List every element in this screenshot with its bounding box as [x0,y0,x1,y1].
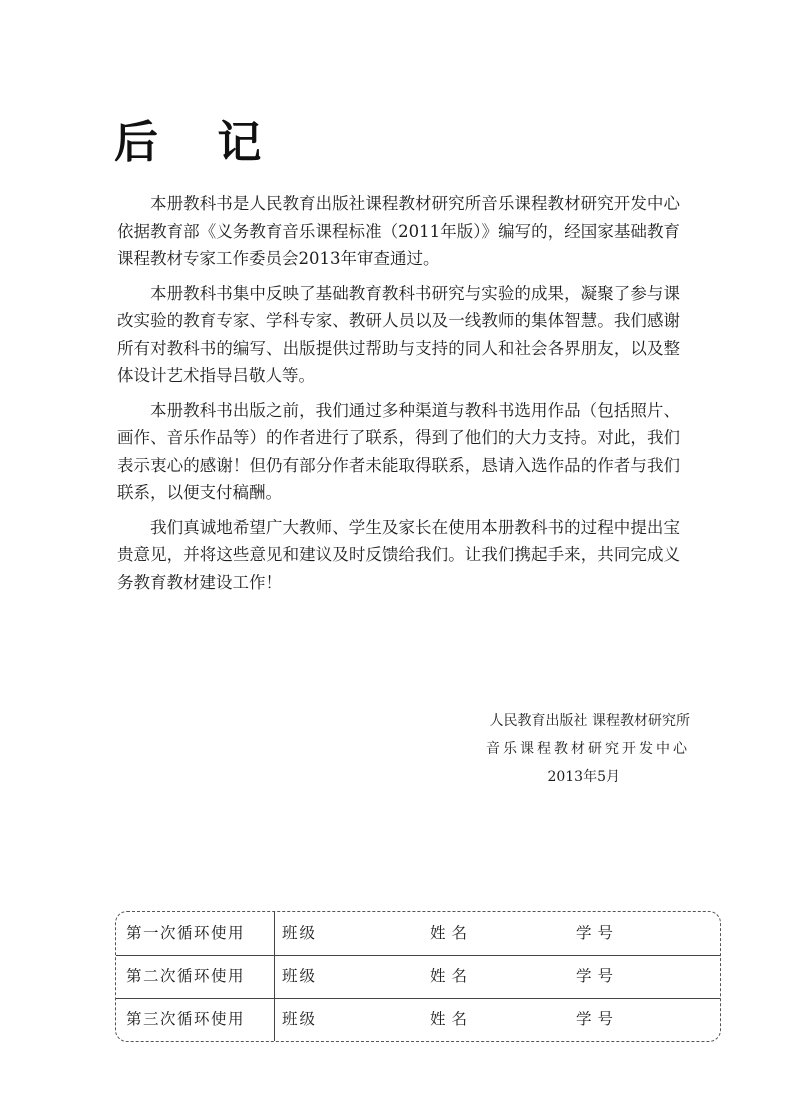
page-title: 后 记 [114,117,284,169]
name-field-label: 姓名 [430,924,474,942]
table-row [116,955,720,998]
paragraph-3: 本册教科书出版之前，我们通过多种渠道与教科书选用作品（包括照片、画作、音乐作品等）的作者进行了联系，得到了他们的大力支持。对此，我们表示衷心的感谢！但仍有部分作者未能取得联系，恳请入选作品的作者与我们联系，以便支付稿酬。 [117,400,680,502]
paragraph-4: 我们真诚地希望广大教师、学生及家长在使用本册教科书的过程中提出宝贵意见，并将这些意见和建议及时反馈给我们。让我们携起手来，共同完成义务教育教材建设工作！ [117,517,680,592]
signature-publisher: 人民教育出版社 课程教材研究所 [489,713,690,729]
table-row [116,998,720,1041]
name-field-label: 姓名 [430,1010,474,1028]
paragraph-2: 本册教科书集中反映了基础教育教科书研究与实验的成果，凝聚了参与课改实验的教育专家、学科专家、教研人员以及一线教师的集体智慧。我们感谢所有对教科书的编写、出版提供过帮助与支持的同人和社会各界朋友，以及整体设计艺术指导吕敬人等。 [117,283,680,385]
signature-block [430,707,690,791]
cycle-label: 第二次循环使用 [126,967,246,985]
paragraph-1: 本册教科书是人民教育出版社课程教材研究所音乐课程教材研究开发中心依据教育部《义务教育音乐课程标准（2011年版）》编写的，经国家基础教育课程教材专家工作委员会2013年审查通过。 [117,194,680,268]
student-id-field-label: 学号 [576,967,620,985]
usage-record-table [115,911,721,1042]
afterword-body [117,190,680,603]
cycle-label: 第一次循环使用 [126,924,246,942]
name-field-label: 姓名 [430,967,474,985]
class-field-label: 班级 [282,924,318,942]
table-row [116,912,720,955]
student-id-field-label: 学号 [576,924,620,942]
class-field-label: 班级 [282,1010,318,1028]
signature-date: 2013年5月 [547,769,620,785]
cycle-label: 第三次循环使用 [126,1010,246,1028]
student-id-field-label: 学号 [576,1010,620,1028]
class-field-label: 班级 [282,967,318,985]
signature-center: 音乐课程教材研究开发中心 [486,741,690,757]
